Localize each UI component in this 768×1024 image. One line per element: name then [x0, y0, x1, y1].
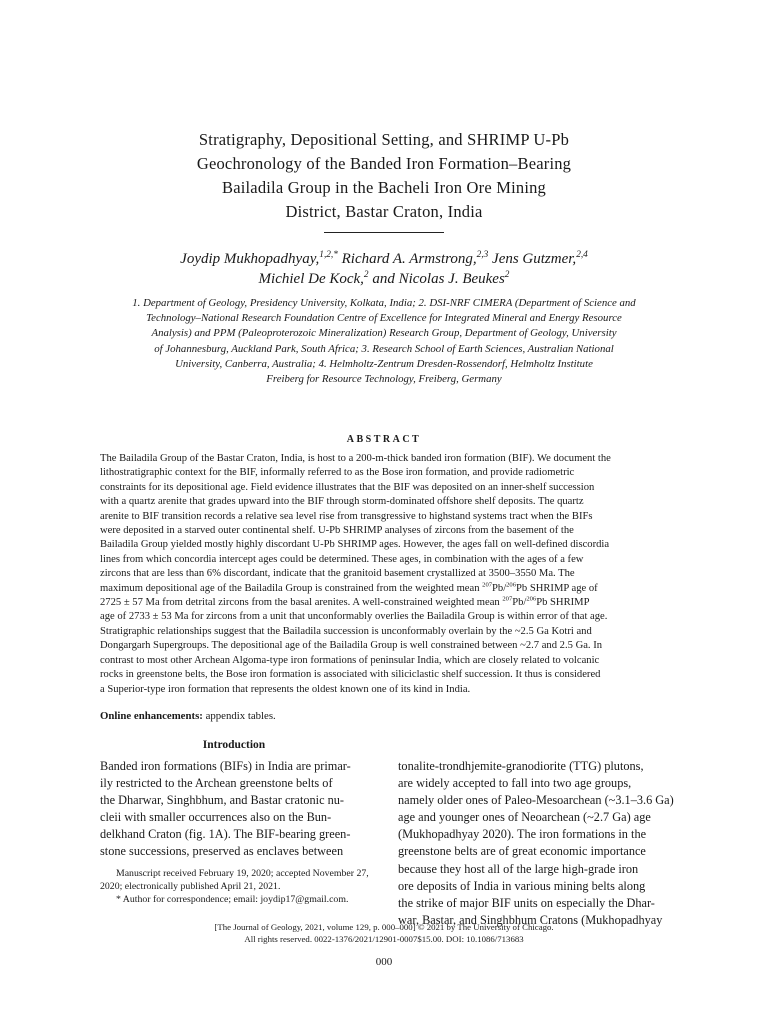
- abstract-text: Pb/: [492, 582, 507, 594]
- online-enhancements-label: Online enhancements:: [100, 710, 203, 722]
- abstract-heading: ABSTRACT: [346, 434, 422, 445]
- body-line: Banded iron formations (BIFs) in India are primar-: [100, 759, 351, 773]
- author-name: Joydip Mukhopadhyay,: [180, 251, 320, 267]
- abstract-text: maximum depositional age of the Bailadila Group is constrained from the weighted mean: [100, 582, 483, 594]
- abstract-line: Dongargarh Supergroups. The depositional age of the Bailadila Group is well constrained between ~2.7 and 2.5 Ga. In: [100, 640, 603, 652]
- isotope-mass: 206: [506, 581, 516, 589]
- affiliation-line: University, Canberra, Australia; 4. Helmholtz-Zentrum Dresden-Rossendorf, Helmholtz Institute: [175, 357, 593, 370]
- body-line: delkhand Craton (fig. 1A). The BIF-bearing green-: [100, 827, 351, 842]
- body-line: (Mukhopadhyay 2020). The iron formations in the: [398, 827, 647, 842]
- footnote: [100, 867, 368, 907]
- abstract-line: The Bailadila Group of the Bastar Craton, India, is host to a 200-m-thick banded iron formation (BIF). We document the: [100, 453, 611, 464]
- body-line: greenstone belts are of great economic importance: [398, 844, 646, 859]
- journal-citation: [100, 921, 668, 945]
- abstract-line: lithostratigraphic context for the BIF, informally referred to as the Bose iron formation, and provide radiometric: [100, 467, 575, 479]
- affiliation-line: Freiberg for Resource Technology, Freiberg, Germany: [266, 373, 502, 386]
- body-line: age and younger ones of Neoarchean (~2.7 Ga) age: [398, 810, 651, 825]
- footnote-line: * Author for correspondence; email: joydip17@gmail.com.: [116, 894, 349, 906]
- abstract-body: [100, 452, 668, 697]
- isotope-mass: 207: [502, 595, 513, 603]
- title-line: District, Bastar Craton, India: [285, 202, 483, 221]
- body-line: are widely accepted to fall into two age groups,: [398, 776, 632, 791]
- abstract-line: were deposited in a starved outer continental shelf. U-Pb SHRIMP analyses of zircons from the basement of the: [100, 525, 574, 537]
- footnote-line: 2020; electronically published April 21, 2021.: [100, 881, 281, 893]
- author-name: Richard A. Armstrong,: [341, 251, 477, 267]
- body-line: ily restricted to the Archean greenstone belts of: [100, 776, 333, 791]
- author-line-2: [110, 269, 658, 289]
- title-line: Stratigraphy, Depositional Setting, and SHRIMP U-Pb: [198, 130, 570, 149]
- introduction-heading: Introduction: [202, 739, 266, 751]
- author-affiliation-marker: 2: [363, 270, 369, 280]
- abstract-line: contrast to most other Archean Algoma-type iron formations of peninsular India, which are closely related to volcanic: [100, 654, 600, 666]
- abstract-line: lines from which concordia intercept ages could be determined. These ages, in combination with the ages of a few: [100, 553, 584, 565]
- abstract-text: Pb SHRIMP: [536, 597, 590, 609]
- body-line: ore deposits of India in various mining belts along: [398, 878, 646, 893]
- body-line: tonalite-trondhjemite-granodiorite (TTG) plutons,: [398, 759, 644, 773]
- affiliations: [100, 296, 668, 387]
- abstract-text: Pb/: [512, 597, 527, 609]
- author-name: and Nicolas J. Beukes: [372, 271, 505, 287]
- abstract-line: with a quartz arenite that grades upward into the BIF through storm-dominated offshore shelf deposits. The quartz: [100, 496, 584, 508]
- abstract-line: Stratigraphic relationships suggest that the Bailadila succession is unconformably overlain by the ~2.5 Ga Kotri and: [100, 625, 592, 637]
- abstract-line: Bailadila Group yielded mostly highly discordant U-Pb SHRIMP ages. However, the ages fall on well-defined discordia: [100, 539, 610, 551]
- author-affiliation-marker: 2,3: [476, 250, 489, 260]
- title-divider: [324, 232, 444, 233]
- body-line: cleii with smaller occurrences also on the Bun-: [100, 810, 332, 825]
- footnote-line: Manuscript received February 19, 2020; accepted November 27,: [116, 868, 369, 879]
- abstract-line: arenite to BIF transition records a relative sea level rise from transgressive to highstand systems tract when the BIFs: [100, 510, 593, 522]
- body-line: namely older ones of Paleo-Mesoarchean (~3.1–3.6 Ga): [398, 793, 674, 808]
- body-line: stone successions, preserved as enclaves between: [100, 844, 344, 859]
- body-line: because they host all of the large high-grade iron: [398, 861, 639, 876]
- citation-line: [The Journal of Geology, 2021, volume 129, p. 000–000] © 2021 by The University of Chicago.: [214, 922, 554, 932]
- online-enhancements-link[interactable]: appendix tables.: [202, 710, 276, 722]
- right-column-text: [398, 758, 674, 929]
- abstract-line: a Superior-type iron formation that represents the oldest known one of its kind in India.: [100, 683, 471, 695]
- isotope-mass: 206: [526, 595, 537, 603]
- abstract-line: rocks in greenstone belts, the Bose iron formation is associated with siliciclastic shelf succession. It thus is considered: [100, 669, 601, 681]
- affiliation-line: Technology–National Research Foundation Centre of Excellence for Integrated Mineral and Energy Resource: [146, 312, 622, 325]
- abstract-line: [100, 582, 668, 596]
- body-line: the Dharwar, Singhbhum, and Bastar cratonic nu-: [100, 793, 345, 808]
- author-affiliation-marker: 2: [504, 270, 510, 280]
- online-enhancements: [100, 710, 276, 722]
- abstract-text: Pb SHRIMP age of: [515, 582, 598, 594]
- abstract-line: constraints for its depositional age. Field evidence illustrates that the BIF was deposited on an inner-shelf succession: [100, 481, 595, 493]
- abstract-line: age of 2733 ± 53 Ma for zircons from a unit that unconformably overlies the Bailadila Group is within error of that age.: [100, 611, 608, 623]
- abstract-text: 2725 ± 57 Ma from detrital zircons from the basal arenites. A well-constrained weighted mean: [100, 597, 503, 609]
- title-line: Geochronology of the Banded Iron Formation–Bearing: [196, 154, 572, 173]
- author-name: Jens Gutzmer,: [492, 251, 577, 267]
- affiliation-line: 1. Department of Geology, Presidency University, Kolkata, India; 2. DSI-NRF CIMERA (Department of Science and: [132, 297, 636, 309]
- abstract-line: zircons that are less than 6% discordant, indicate that the granitoid basement crystallized at 3500–3550 Ma. The: [100, 568, 575, 580]
- author-affiliation-marker: 1,2,*: [319, 250, 338, 260]
- title-line: Bailadila Group in the Bacheli Iron Ore Mining: [222, 178, 546, 197]
- page-number: 000: [375, 956, 393, 968]
- body-line: war, Bastar, and Singhbhum Cratons (Mukhopadhyay: [398, 912, 663, 927]
- author-name: Michiel De Kock,: [258, 271, 364, 287]
- article-title: [120, 128, 648, 224]
- affiliation-line: of Johannesburg, Auckland Park, South Africa; 3. Research School of Earth Sciences, Australian National: [154, 342, 614, 355]
- isotope-mass: 207: [482, 581, 492, 589]
- author-affiliation-marker: 2,4: [576, 250, 588, 260]
- citation-line: All rights reserved. 0022-1376/2021/12901-0007$15.00. DOI: 10.1086/713683: [244, 934, 524, 944]
- affiliation-line: Analysis) and PPM (Paleoproterozoic Mineralization) Research Group, Department of Geology, University: [151, 327, 617, 340]
- body-line: the strike of major BIF units on especially the Dhar-: [398, 895, 655, 910]
- author-line-1: [110, 249, 658, 269]
- author-list: [110, 249, 658, 289]
- abstract-line: [100, 596, 668, 610]
- left-column-text: [100, 758, 368, 861]
